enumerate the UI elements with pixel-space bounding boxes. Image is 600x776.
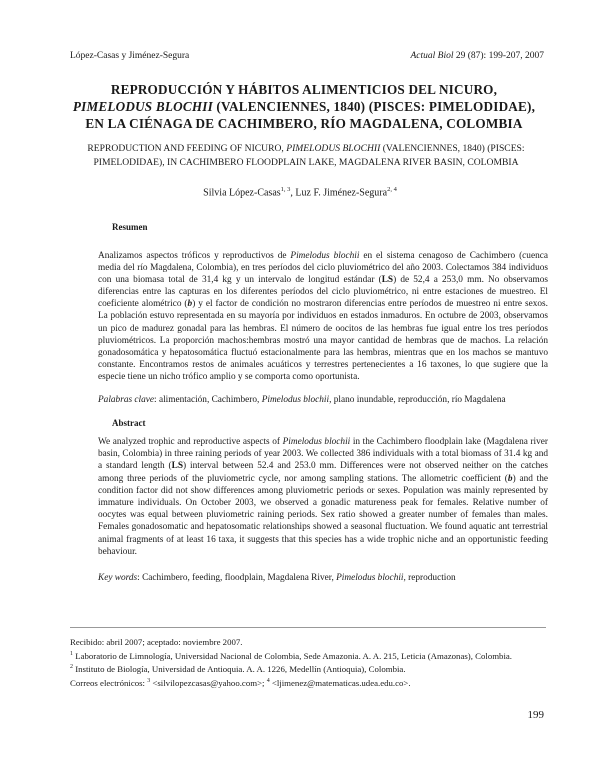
key-words-species: Pimelodus blochii	[336, 573, 404, 583]
title-line-2	[60, 98, 548, 115]
english-title	[62, 142, 550, 170]
resumen-text-2: en el sistema cenagoso de Cachimbero (cuenca media del río Magdalena, Colombia), en tres períodos del ciclo pluviométrico del año 2003. Colectamos 384 individuos con una biomasa total de 31,4 kg y un intervalo de longitud estándar (	[98, 251, 548, 286]
resumen-text-3: ) de 52,4 a 253,0 mm. No observamos diferencias entre las capturas en los diferentes períodos del ciclo pluviométrico, ni entre estaciones de muestreo. El coeficiente alométrico (	[98, 275, 548, 310]
abstract-ls: LS	[171, 461, 184, 472]
palabras-clave-species: Pimelodus blochii	[261, 395, 330, 405]
english-title-part1: REPRODUCTION AND FEEDING OF NICURO,	[87, 143, 287, 154]
english-title-line-1	[62, 142, 550, 156]
english-title-part2: (VALENCIENNES, 1840) (PISCES:	[380, 143, 525, 154]
received-date: Recibido: abril 2007; aceptado: noviembre 2007.	[70, 637, 243, 647]
affiliation-2	[70, 662, 560, 676]
abstract-text-2: in the Cachimbero floodplain lake (Magdalena river basin, Colombia) in three raining periods of year 2003. We collected 386 individuals with a total biomass of 31.4 kg and a standard length (	[98, 437, 548, 472]
footnotes	[70, 637, 560, 689]
palabras-clave-label: Palabras clave	[98, 395, 155, 405]
journal-citation: 29 (87): 199-207, 2007	[453, 51, 544, 61]
email-label: Correos electrónicos:	[70, 677, 148, 688]
running-head-authors: López-Casas y Jiménez-Segura	[70, 51, 190, 61]
affiliation-1-marker: 1	[70, 650, 73, 657]
english-title-line-2: PIMELODIDAE), IN CACHIMBERO FLOODPLAIN LAKE, MAGDALENA RIVER BASIN, COLOMBIA	[93, 157, 519, 168]
resumen-paragraph	[98, 250, 548, 383]
abstract-b: b	[507, 473, 513, 484]
key-words-text-2: , reproduction	[403, 573, 456, 583]
title-species: PIMELODUS BLOCHII	[72, 99, 213, 114]
author-2: Luz F. Jiménez-Segura	[295, 187, 388, 199]
affiliation-1-text: Laboratorio de Limnología, Universidad Nacional de Colombia, Sede Amazonia. A. A. 215, Leticia (Amazonas), Colombia.	[73, 650, 513, 661]
resumen-b: b	[187, 299, 193, 310]
email-1: <silvilopezcasas@yahoo.com>;	[150, 677, 267, 688]
palabras-clave-text-1: : alimentación, Cachimbero,	[154, 395, 262, 405]
article-title	[60, 81, 548, 132]
key-words	[98, 573, 548, 583]
running-head-citation	[410, 51, 544, 61]
journal-name: Actual Biol	[410, 51, 454, 61]
resumen-text-1: Analizamos aspectos tróficos y reproductivos de	[98, 251, 291, 261]
email-2: <ljimenez@matematicas.udea.edu.co>.	[269, 677, 411, 688]
abstract-text-4: ) and the condition factor did not show differences among pluviometric periods or sexes. Population was mainly represented by immature individuals. On October 2003, we observed a gonadic matureness peak for females. Relative number of oocytes was equal between pluviometric raining periods. Sex ratio showed a greater number of females than males. Females gonadosomatic and hepatosomatic relationships showed a seasonal fluctuation. We found aquatic ant terrestrial animal fragments of at least 16 taxa, it suggests that this species has a wide trophic niche and an opportunistic feeding behaviour.	[98, 473, 549, 557]
author-1: Silvia López-Casas	[203, 187, 281, 199]
resumen-heading: Resumen	[112, 222, 148, 232]
resumen-species: Pimelodus blochii	[290, 251, 360, 261]
title-line-3: EN LA CIÉNAGA DE CACHIMBERO, RÍO MAGDALENA, COLOMBIA	[85, 116, 523, 131]
affiliation-1	[70, 649, 560, 663]
email-line	[70, 676, 560, 690]
affiliation-2-marker: 2	[70, 664, 73, 671]
title-line-1: REPRODUCCIÓN Y HÁBITOS ALIMENTICIOS DEL NICURO,	[110, 82, 498, 97]
resumen-text-4: ) y el factor de condición no mostraron diferencias entre períodos de muestreo ni entre sexos. La población estuvo representada en su mayoría por individuos en estados inmaduros. En octubre de 2003, observamos un pico de madurez gonadal para las hembras. El número de oocitos de las hembras fue igual entre los tres períodos pluviométricos. La proporción machos:hembras mostró una mayor cantidad de hembras que de machos. La relación gonadosomática y hepatosomática fluctuó estacionalmente para las hembras, mientras que en los machos se mantuvo constante. Encontramos restos de animales acuáticos y terrestres pertenecientes a 16 taxones, lo que sugiere que la especie tiene un nicho trófico amplio y se comporta como oportunista.	[98, 299, 548, 382]
key-words-label: Key words	[98, 573, 138, 583]
english-title-species: PIMELODUS BLOCHII	[286, 143, 381, 154]
email-2-marker: 4	[266, 677, 270, 684]
author-2-affiliation: 2, 4	[387, 186, 397, 193]
page-number: 199	[527, 709, 544, 721]
palabras-clave-text-2: , plano inundable, reproducción, río Magdalena	[329, 395, 506, 405]
title-line-2-rest: (VALENCIENNES, 1840) (PISCES: PIMELODIDAE),	[212, 99, 536, 114]
author-separator: ,	[290, 187, 296, 199]
author-list	[0, 186, 600, 198]
abstract-paragraph	[98, 436, 548, 558]
palabras-clave	[98, 395, 548, 405]
resumen-ls: LS	[381, 275, 394, 286]
key-words-text-1: : Cachimbero, feeding, floodplain, Magdalena River,	[137, 573, 337, 583]
abstract-species: Pimelodus blochii	[282, 437, 351, 447]
abstract-text-3: ) interval between 52.4 and 253.0 mm. Differences were not observed neither on the catches among three periods of the pluviometric cycle, nor among sampling stations. The allometric coefficient (	[98, 461, 548, 484]
affiliation-2-text: Instituto de Biología, Universidad de Antioquia. A. A. 1226, Medellín (Antioquia), Colombia.	[73, 664, 406, 675]
abstract-heading: Abstract	[112, 418, 146, 428]
author-1-affiliation: 1, 3	[280, 186, 291, 193]
footnote-divider	[70, 627, 546, 628]
abstract-text-1: We analyzed trophic and reproductive aspects of	[98, 437, 283, 447]
email-1-marker: 3	[147, 677, 151, 684]
